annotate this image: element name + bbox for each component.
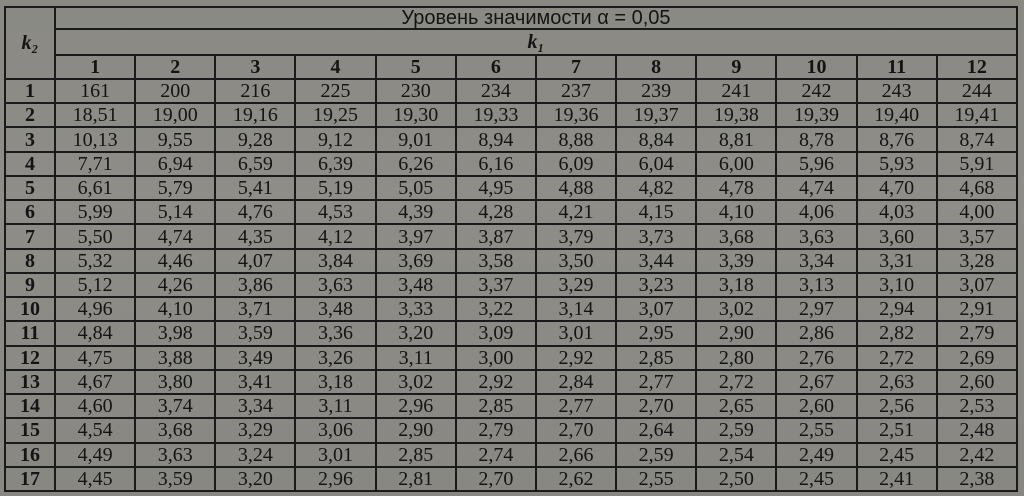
table-cell: 3,26 xyxy=(295,346,375,370)
table-row xyxy=(5,224,1017,248)
table-cell: 2,59 xyxy=(696,418,776,442)
table-row xyxy=(5,297,1017,321)
table-cell: 2,70 xyxy=(616,394,696,418)
table-cell: 19,36 xyxy=(536,103,616,127)
table-cell: 4,07 xyxy=(215,249,295,273)
table-cell: 3,69 xyxy=(376,249,456,273)
table-cell: 3,01 xyxy=(536,321,616,345)
table-cell: 4,53 xyxy=(295,200,375,224)
table-cell: 2,60 xyxy=(776,394,856,418)
column-number: 9 xyxy=(696,55,776,79)
table-cell: 3,07 xyxy=(937,273,1017,297)
table-cell: 2,91 xyxy=(937,297,1017,321)
table-cell: 4,00 xyxy=(937,200,1017,224)
table-cell: 4,95 xyxy=(456,176,536,200)
table-cell: 4,74 xyxy=(776,176,856,200)
table-row xyxy=(5,127,1017,151)
table-cell: 5,93 xyxy=(857,152,937,176)
table-cell: 5,91 xyxy=(937,152,1017,176)
table-cell: 4,96 xyxy=(55,297,135,321)
column-number: 10 xyxy=(776,55,856,79)
row-number: 7 xyxy=(5,224,55,248)
table-cell: 3,18 xyxy=(696,273,776,297)
table-cell: 6,26 xyxy=(376,152,456,176)
table-row xyxy=(5,273,1017,297)
row-number: 13 xyxy=(5,370,55,394)
table-cell: 237 xyxy=(536,79,616,103)
column-number: 4 xyxy=(295,55,375,79)
table-cell: 2,94 xyxy=(857,297,937,321)
table-cell: 200 xyxy=(135,79,215,103)
column-number: 12 xyxy=(937,55,1017,79)
table-cell: 3,13 xyxy=(776,273,856,297)
table-cell: 5,41 xyxy=(215,176,295,200)
table-cell: 19,16 xyxy=(215,103,295,127)
table-cell: 5,19 xyxy=(295,176,375,200)
table-cell: 2,90 xyxy=(376,418,456,442)
column-number: 5 xyxy=(376,55,456,79)
table-cell: 3,33 xyxy=(376,297,456,321)
column-number: 7 xyxy=(536,55,616,79)
col-header-row xyxy=(5,29,1017,55)
table-cell: 3,06 xyxy=(295,418,375,442)
table-cell: 7,71 xyxy=(55,152,135,176)
row-number: 16 xyxy=(5,443,55,467)
table-row xyxy=(5,79,1017,103)
table-cell: 3,18 xyxy=(295,370,375,394)
table-row xyxy=(5,467,1017,491)
table-cell: 2,85 xyxy=(456,394,536,418)
table-cell: 2,77 xyxy=(616,370,696,394)
table-cell: 3,84 xyxy=(295,249,375,273)
column-number: 2 xyxy=(135,55,215,79)
table-cell: 2,97 xyxy=(776,297,856,321)
table-cell: 2,92 xyxy=(536,346,616,370)
table-cell: 3,48 xyxy=(376,273,456,297)
row-header-k2: k₂ xyxy=(5,7,55,79)
table-cell: 4,06 xyxy=(776,200,856,224)
table-cell: 2,45 xyxy=(776,467,856,491)
table-cell: 19,37 xyxy=(616,103,696,127)
table-cell: 5,14 xyxy=(135,200,215,224)
table-cell: 3,63 xyxy=(776,224,856,248)
table-cell: 5,99 xyxy=(55,200,135,224)
table-cell: 4,68 xyxy=(937,176,1017,200)
table-row xyxy=(5,394,1017,418)
table-cell: 4,12 xyxy=(295,224,375,248)
table-cell: 2,95 xyxy=(616,321,696,345)
table-cell: 3,01 xyxy=(295,443,375,467)
table-cell: 3,87 xyxy=(456,224,536,248)
table-cell: 19,25 xyxy=(295,103,375,127)
column-number: 3 xyxy=(215,55,295,79)
table-cell: 19,33 xyxy=(456,103,536,127)
table-cell: 3,14 xyxy=(536,297,616,321)
table-cell: 9,01 xyxy=(376,127,456,151)
table-cell: 2,92 xyxy=(456,370,536,394)
row-number: 11 xyxy=(5,321,55,345)
table-cell: 3,41 xyxy=(215,370,295,394)
table-cell: 3,02 xyxy=(376,370,456,394)
table-cell: 2,72 xyxy=(696,370,776,394)
table-cell: 3,00 xyxy=(456,346,536,370)
table-cell: 8,84 xyxy=(616,127,696,151)
table-cell: 4,35 xyxy=(215,224,295,248)
table-cell: 2,59 xyxy=(616,443,696,467)
table-cell: 6,94 xyxy=(135,152,215,176)
table-cell: 2,79 xyxy=(937,321,1017,345)
table-cell: 2,55 xyxy=(776,418,856,442)
table-cell: 4,46 xyxy=(135,249,215,273)
table-cell: 2,84 xyxy=(536,370,616,394)
row-number: 6 xyxy=(5,200,55,224)
table-cell: 3,57 xyxy=(937,224,1017,248)
table-cell: 2,81 xyxy=(376,467,456,491)
table-cell: 3,37 xyxy=(456,273,536,297)
table-row xyxy=(5,370,1017,394)
table-cell: 3,73 xyxy=(616,224,696,248)
table-cell: 4,21 xyxy=(536,200,616,224)
table-cell: 3,68 xyxy=(135,418,215,442)
table-cell: 2,49 xyxy=(776,443,856,467)
table-cell: 3,49 xyxy=(215,346,295,370)
table-cell: 3,29 xyxy=(215,418,295,442)
table-cell: 19,00 xyxy=(135,103,215,127)
table-cell: 2,62 xyxy=(536,467,616,491)
table-cell: 3,11 xyxy=(376,346,456,370)
table-row xyxy=(5,418,1017,442)
table-cell: 3,31 xyxy=(857,249,937,273)
table-cell: 4,60 xyxy=(55,394,135,418)
table-cell: 4,45 xyxy=(55,467,135,491)
table-cell: 161 xyxy=(55,79,135,103)
table-cell: 4,78 xyxy=(696,176,776,200)
table-cell: 3,58 xyxy=(456,249,536,273)
table-cell: 230 xyxy=(376,79,456,103)
table-cell: 239 xyxy=(616,79,696,103)
table-cell: 2,67 xyxy=(776,370,856,394)
table-cell: 3,39 xyxy=(696,249,776,273)
table-cell: 5,12 xyxy=(55,273,135,297)
table-cell: 4,70 xyxy=(857,176,937,200)
table-cell: 2,70 xyxy=(536,418,616,442)
table-cell: 3,74 xyxy=(135,394,215,418)
table-cell: 3,59 xyxy=(215,321,295,345)
table-cell: 4,15 xyxy=(616,200,696,224)
row-number: 14 xyxy=(5,394,55,418)
table-cell: 244 xyxy=(937,79,1017,103)
table-cell: 3,29 xyxy=(536,273,616,297)
table-cell: 4,26 xyxy=(135,273,215,297)
table-cell: 4,76 xyxy=(215,200,295,224)
table-cell: 2,42 xyxy=(937,443,1017,467)
table-cell: 9,12 xyxy=(295,127,375,151)
table-cell: 3,68 xyxy=(696,224,776,248)
table-cell: 6,59 xyxy=(215,152,295,176)
row-number: 12 xyxy=(5,346,55,370)
table-cell: 3,34 xyxy=(776,249,856,273)
table-cell: 9,55 xyxy=(135,127,215,151)
table-cell: 3,80 xyxy=(135,370,215,394)
table-cell: 242 xyxy=(776,79,856,103)
table-cell: 234 xyxy=(456,79,536,103)
table-cell: 9,28 xyxy=(215,127,295,151)
table-cell: 241 xyxy=(696,79,776,103)
table-cell: 4,84 xyxy=(55,321,135,345)
title-row xyxy=(5,7,1017,29)
table-cell: 3,86 xyxy=(215,273,295,297)
table-cell: 3,88 xyxy=(135,346,215,370)
table-cell: 3,79 xyxy=(536,224,616,248)
table-row xyxy=(5,103,1017,127)
table-cell: 8,81 xyxy=(696,127,776,151)
row-number: 10 xyxy=(5,297,55,321)
table-cell: 5,79 xyxy=(135,176,215,200)
table-cell: 3,02 xyxy=(696,297,776,321)
table-cell: 3,10 xyxy=(857,273,937,297)
table-title: Уровень значимости α = 0,05 xyxy=(55,7,1017,29)
table-cell: 2,51 xyxy=(857,418,937,442)
table-cell: 2,76 xyxy=(776,346,856,370)
table-cell: 2,96 xyxy=(376,394,456,418)
table-cell: 6,61 xyxy=(55,176,135,200)
table-row xyxy=(5,443,1017,467)
table-cell: 2,85 xyxy=(376,443,456,467)
table-cell: 2,45 xyxy=(857,443,937,467)
table-cell: 2,55 xyxy=(616,467,696,491)
table-cell: 2,56 xyxy=(857,394,937,418)
table-row xyxy=(5,176,1017,200)
table-cell: 2,53 xyxy=(937,394,1017,418)
table-cell: 2,38 xyxy=(937,467,1017,491)
table-cell: 2,48 xyxy=(937,418,1017,442)
table-cell: 4,75 xyxy=(55,346,135,370)
table-cell: 2,85 xyxy=(616,346,696,370)
table-cell: 4,10 xyxy=(696,200,776,224)
table-cell: 4,74 xyxy=(135,224,215,248)
table-cell: 2,86 xyxy=(776,321,856,345)
table-cell: 2,70 xyxy=(456,467,536,491)
row-number: 15 xyxy=(5,418,55,442)
table-cell: 2,60 xyxy=(937,370,1017,394)
table-cell: 3,71 xyxy=(215,297,295,321)
column-number: 8 xyxy=(616,55,696,79)
table-cell: 3,60 xyxy=(857,224,937,248)
row-number: 5 xyxy=(5,176,55,200)
table-cell: 4,03 xyxy=(857,200,937,224)
table-cell: 3,11 xyxy=(295,394,375,418)
table-cell: 2,82 xyxy=(857,321,937,345)
table-cell: 3,20 xyxy=(215,467,295,491)
table-cell: 8,78 xyxy=(776,127,856,151)
table-body xyxy=(5,79,1017,491)
table-cell: 2,80 xyxy=(696,346,776,370)
row-number: 8 xyxy=(5,249,55,273)
table-cell: 225 xyxy=(295,79,375,103)
col-header-k1: k₁ xyxy=(55,29,1017,55)
table-cell: 4,54 xyxy=(55,418,135,442)
table-cell: 3,59 xyxy=(135,467,215,491)
table-cell: 10,13 xyxy=(55,127,135,151)
column-number: 6 xyxy=(456,55,536,79)
table-cell: 2,90 xyxy=(696,321,776,345)
table-cell: 4,28 xyxy=(456,200,536,224)
table-cell: 3,23 xyxy=(616,273,696,297)
row-number: 4 xyxy=(5,152,55,176)
table-cell: 3,07 xyxy=(616,297,696,321)
table-cell: 2,66 xyxy=(536,443,616,467)
table-row xyxy=(5,346,1017,370)
table-cell: 5,05 xyxy=(376,176,456,200)
row-number: 17 xyxy=(5,467,55,491)
table-cell: 2,79 xyxy=(456,418,536,442)
table-cell: 4,49 xyxy=(55,443,135,467)
row-number: 3 xyxy=(5,127,55,151)
column-numbers-row xyxy=(5,55,1017,79)
table-cell: 4,88 xyxy=(536,176,616,200)
table-cell: 4,39 xyxy=(376,200,456,224)
table-cell: 3,50 xyxy=(536,249,616,273)
column-number: 1 xyxy=(55,55,135,79)
table-cell: 2,69 xyxy=(937,346,1017,370)
row-number: 9 xyxy=(5,273,55,297)
table-row xyxy=(5,321,1017,345)
table-cell: 3,97 xyxy=(376,224,456,248)
f-distribution-table xyxy=(4,6,1018,492)
table-cell: 4,82 xyxy=(616,176,696,200)
table-cell: 2,65 xyxy=(696,394,776,418)
table-cell: 3,36 xyxy=(295,321,375,345)
table-cell: 3,63 xyxy=(135,443,215,467)
table-row xyxy=(5,249,1017,273)
table-row xyxy=(5,152,1017,176)
table-cell: 4,10 xyxy=(135,297,215,321)
table-cell: 6,39 xyxy=(295,152,375,176)
table-cell: 3,20 xyxy=(376,321,456,345)
table-cell: 2,72 xyxy=(857,346,937,370)
table-cell: 5,96 xyxy=(776,152,856,176)
table-cell: 2,63 xyxy=(857,370,937,394)
table-cell: 4,67 xyxy=(55,370,135,394)
table-cell: 5,32 xyxy=(55,249,135,273)
table-cell: 8,88 xyxy=(536,127,616,151)
table-cell: 2,50 xyxy=(696,467,776,491)
table-cell: 6,04 xyxy=(616,152,696,176)
table-cell: 8,76 xyxy=(857,127,937,151)
table-cell: 2,54 xyxy=(696,443,776,467)
table-cell: 6,09 xyxy=(536,152,616,176)
row-number: 1 xyxy=(5,79,55,103)
table-cell: 3,22 xyxy=(456,297,536,321)
table-cell: 18,51 xyxy=(55,103,135,127)
table-cell: 3,63 xyxy=(295,273,375,297)
table-cell: 3,44 xyxy=(616,249,696,273)
table-cell: 8,94 xyxy=(456,127,536,151)
table-cell: 5,50 xyxy=(55,224,135,248)
table-cell: 2,41 xyxy=(857,467,937,491)
table-cell: 216 xyxy=(215,79,295,103)
table-cell: 3,98 xyxy=(135,321,215,345)
table-cell: 3,48 xyxy=(295,297,375,321)
table-cell: 2,77 xyxy=(536,394,616,418)
table-cell: 2,96 xyxy=(295,467,375,491)
table-cell: 3,34 xyxy=(215,394,295,418)
table-cell: 6,16 xyxy=(456,152,536,176)
table-cell: 19,38 xyxy=(696,103,776,127)
table-cell: 19,30 xyxy=(376,103,456,127)
table-cell: 19,39 xyxy=(776,103,856,127)
column-number: 11 xyxy=(857,55,937,79)
table-cell: 6,00 xyxy=(696,152,776,176)
table-cell: 3,09 xyxy=(456,321,536,345)
table-cell: 3,24 xyxy=(215,443,295,467)
table-cell: 3,28 xyxy=(937,249,1017,273)
table-cell: 8,74 xyxy=(937,127,1017,151)
table-cell: 19,40 xyxy=(857,103,937,127)
table-row xyxy=(5,200,1017,224)
row-number: 2 xyxy=(5,103,55,127)
table-cell: 19,41 xyxy=(937,103,1017,127)
table-cell: 2,64 xyxy=(616,418,696,442)
table-cell: 2,74 xyxy=(456,443,536,467)
table-cell: 243 xyxy=(857,79,937,103)
